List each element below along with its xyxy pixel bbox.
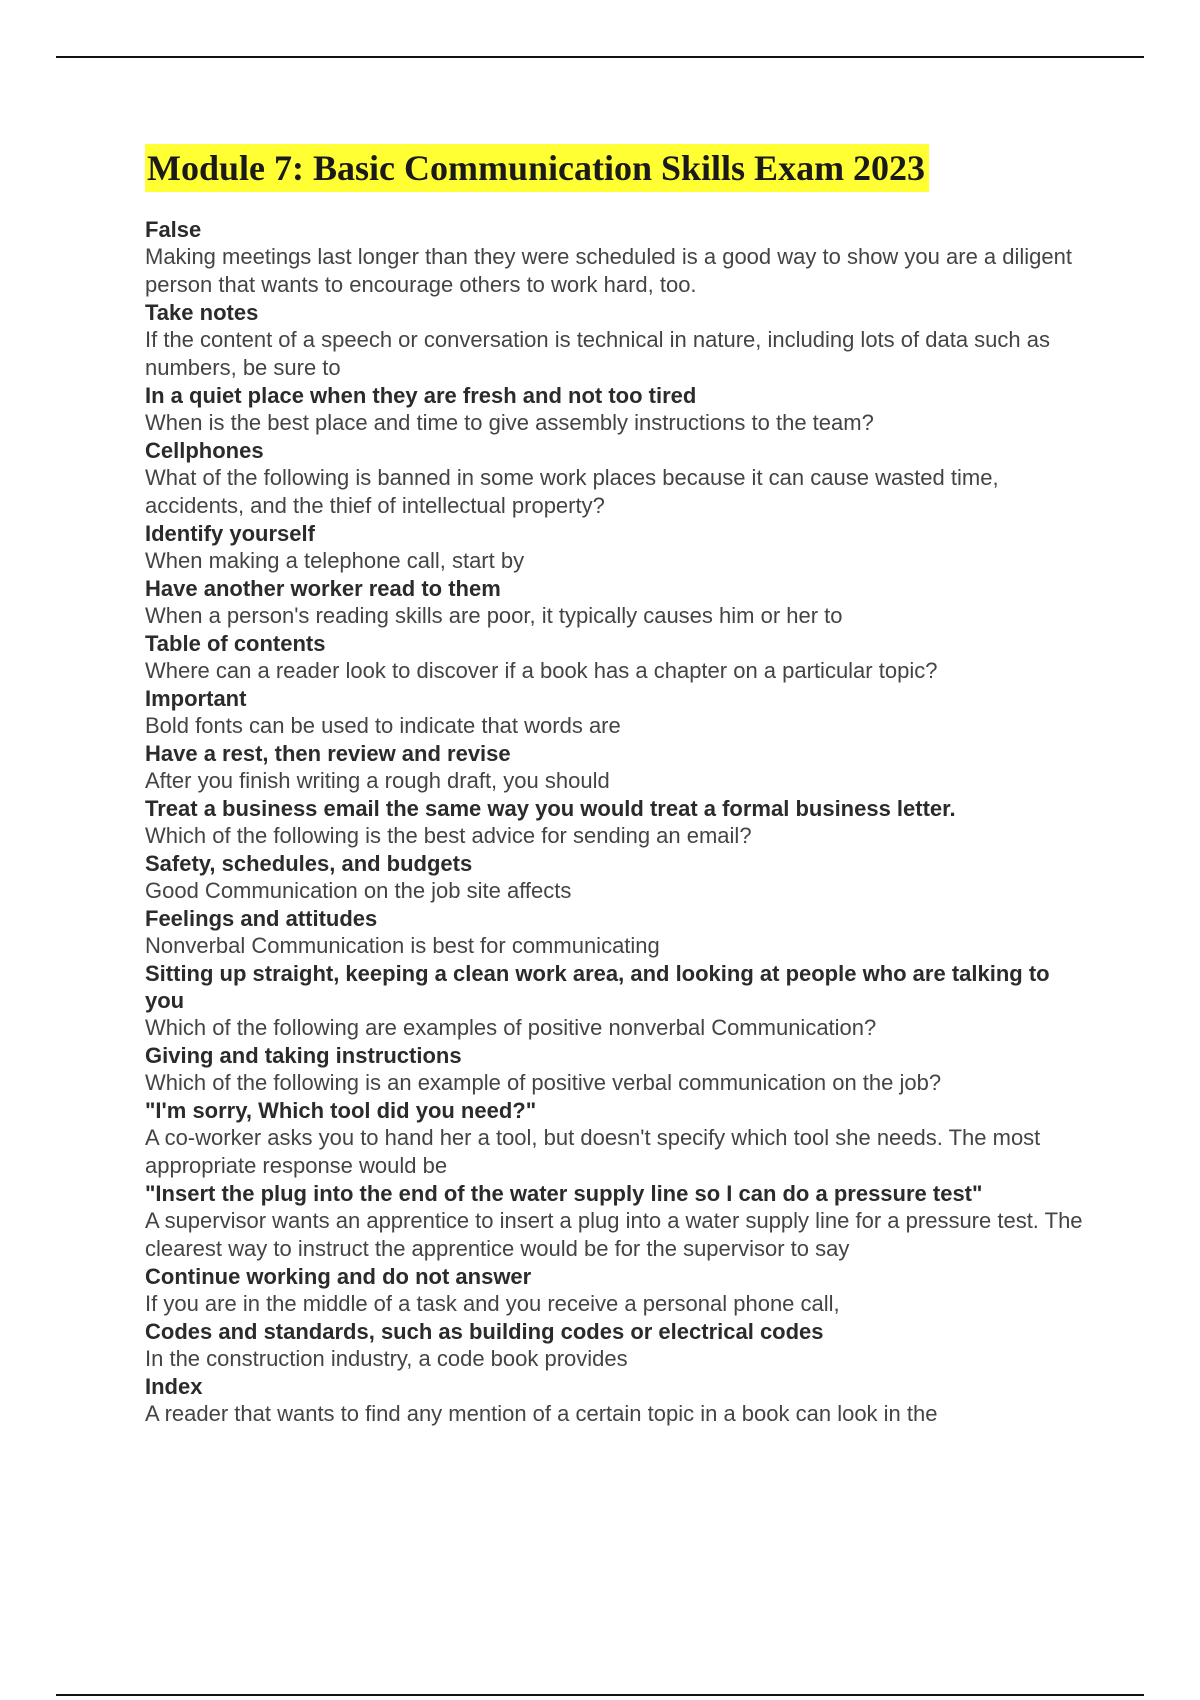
answer-text: In a quiet place when they are fresh and not too tired	[145, 383, 697, 408]
qa-item	[145, 795, 1090, 850]
qa-item	[145, 1042, 1090, 1097]
answer-text: Index	[145, 1374, 203, 1399]
question-text: A reader that wants to find any mention of a certain topic in a book can look in the	[145, 1401, 938, 1426]
qa-item	[145, 520, 1090, 575]
qa-item	[145, 630, 1090, 685]
answer-text: "I'm sorry, Which tool did you need?"	[145, 1098, 537, 1123]
qa-item	[145, 1180, 1090, 1263]
answer-text: Safety, schedules, and budgets	[145, 851, 473, 876]
question-text: When making a telephone call, start by	[145, 548, 525, 573]
question-text: Making meetings last longer than they were scheduled is a good way to show you are a diligent person that wants to encourage others to work hard, too.	[145, 244, 1072, 297]
document-body	[145, 144, 1090, 1428]
qa-item	[145, 1373, 1090, 1428]
question-text: Bold fonts can be used to indicate that words are	[145, 713, 621, 738]
answer-text: Take notes	[145, 300, 259, 325]
qa-item	[145, 740, 1090, 795]
answer-text: Feelings and attitudes	[145, 906, 378, 931]
qa-item	[145, 685, 1090, 740]
answer-text: Giving and taking instructions	[145, 1043, 462, 1068]
question-text: If you are in the middle of a task and you receive a personal phone call,	[145, 1291, 840, 1316]
qa-item	[145, 575, 1090, 630]
question-text: What of the following is banned in some work places because it can cause wasted time, accidents, and the thief of intellectual property?	[145, 465, 999, 518]
question-text: After you finish writing a rough draft, you should	[145, 768, 610, 793]
answer-text: Treat a business email the same way you would treat a formal business letter.	[145, 796, 956, 821]
qa-item	[145, 850, 1090, 905]
answer-text: Have a rest, then review and revise	[145, 741, 511, 766]
qa-item	[145, 905, 1090, 960]
answer-text: Have another worker read to them	[145, 576, 501, 601]
question-text: When a person's reading skills are poor, it typically causes him or her to	[145, 603, 843, 628]
question-text: Where can a reader look to discover if a book has a chapter on a particular topic?	[145, 658, 938, 683]
question-text: In the construction industry, a code book provides	[145, 1346, 628, 1371]
answer-text: Codes and standards, such as building codes or electrical codes	[145, 1319, 824, 1344]
page-title: Module 7: Basic Communication Skills Exam 2023	[145, 144, 929, 192]
answer-text: Important	[145, 686, 247, 711]
answer-text: False	[145, 217, 202, 242]
question-text: When is the best place and time to give assembly instructions to the team?	[145, 410, 874, 435]
qa-item	[145, 960, 1090, 1042]
answer-text: Cellphones	[145, 438, 264, 463]
answer-text: "Insert the plug into the end of the water supply line so I can do a pressure test"	[145, 1181, 983, 1206]
question-text: If the content of a speech or conversation is technical in nature, including lots of data such as numbers, be sure to	[145, 327, 1050, 380]
question-text: A supervisor wants an apprentice to insert a plug into a water supply line for a pressure test. The clearest way to instruct the apprentice would be for the supervisor to say	[145, 1208, 1083, 1261]
question-text: Which of the following is the best advice for sending an email?	[145, 823, 752, 848]
question-text: Which of the following is an example of positive verbal communication on the job?	[145, 1070, 942, 1095]
question-text: Nonverbal Communication is best for communicating	[145, 933, 660, 958]
qa-item	[145, 437, 1090, 520]
qa-item	[145, 382, 1090, 437]
question-text: Which of the following are examples of positive nonverbal Communication?	[145, 1015, 877, 1040]
qa-item	[145, 216, 1090, 299]
top-divider	[56, 56, 1144, 58]
question-text: A co-worker asks you to hand her a tool, but doesn't specify which tool she needs. The most appropriate response would be	[145, 1125, 1041, 1178]
question-text: Good Communication on the job site affects	[145, 878, 572, 903]
qa-item	[145, 299, 1090, 382]
qa-item	[145, 1318, 1090, 1373]
answer-text: Sitting up straight, keeping a clean work area, and looking at people who are talking to you	[145, 961, 1050, 1013]
qa-item	[145, 1097, 1090, 1180]
answer-text: Continue working and do not answer	[145, 1264, 532, 1289]
answer-text: Table of contents	[145, 631, 326, 656]
answer-text: Identify yourself	[145, 521, 315, 546]
qa-item	[145, 1263, 1090, 1318]
bottom-divider	[56, 1694, 1144, 1696]
